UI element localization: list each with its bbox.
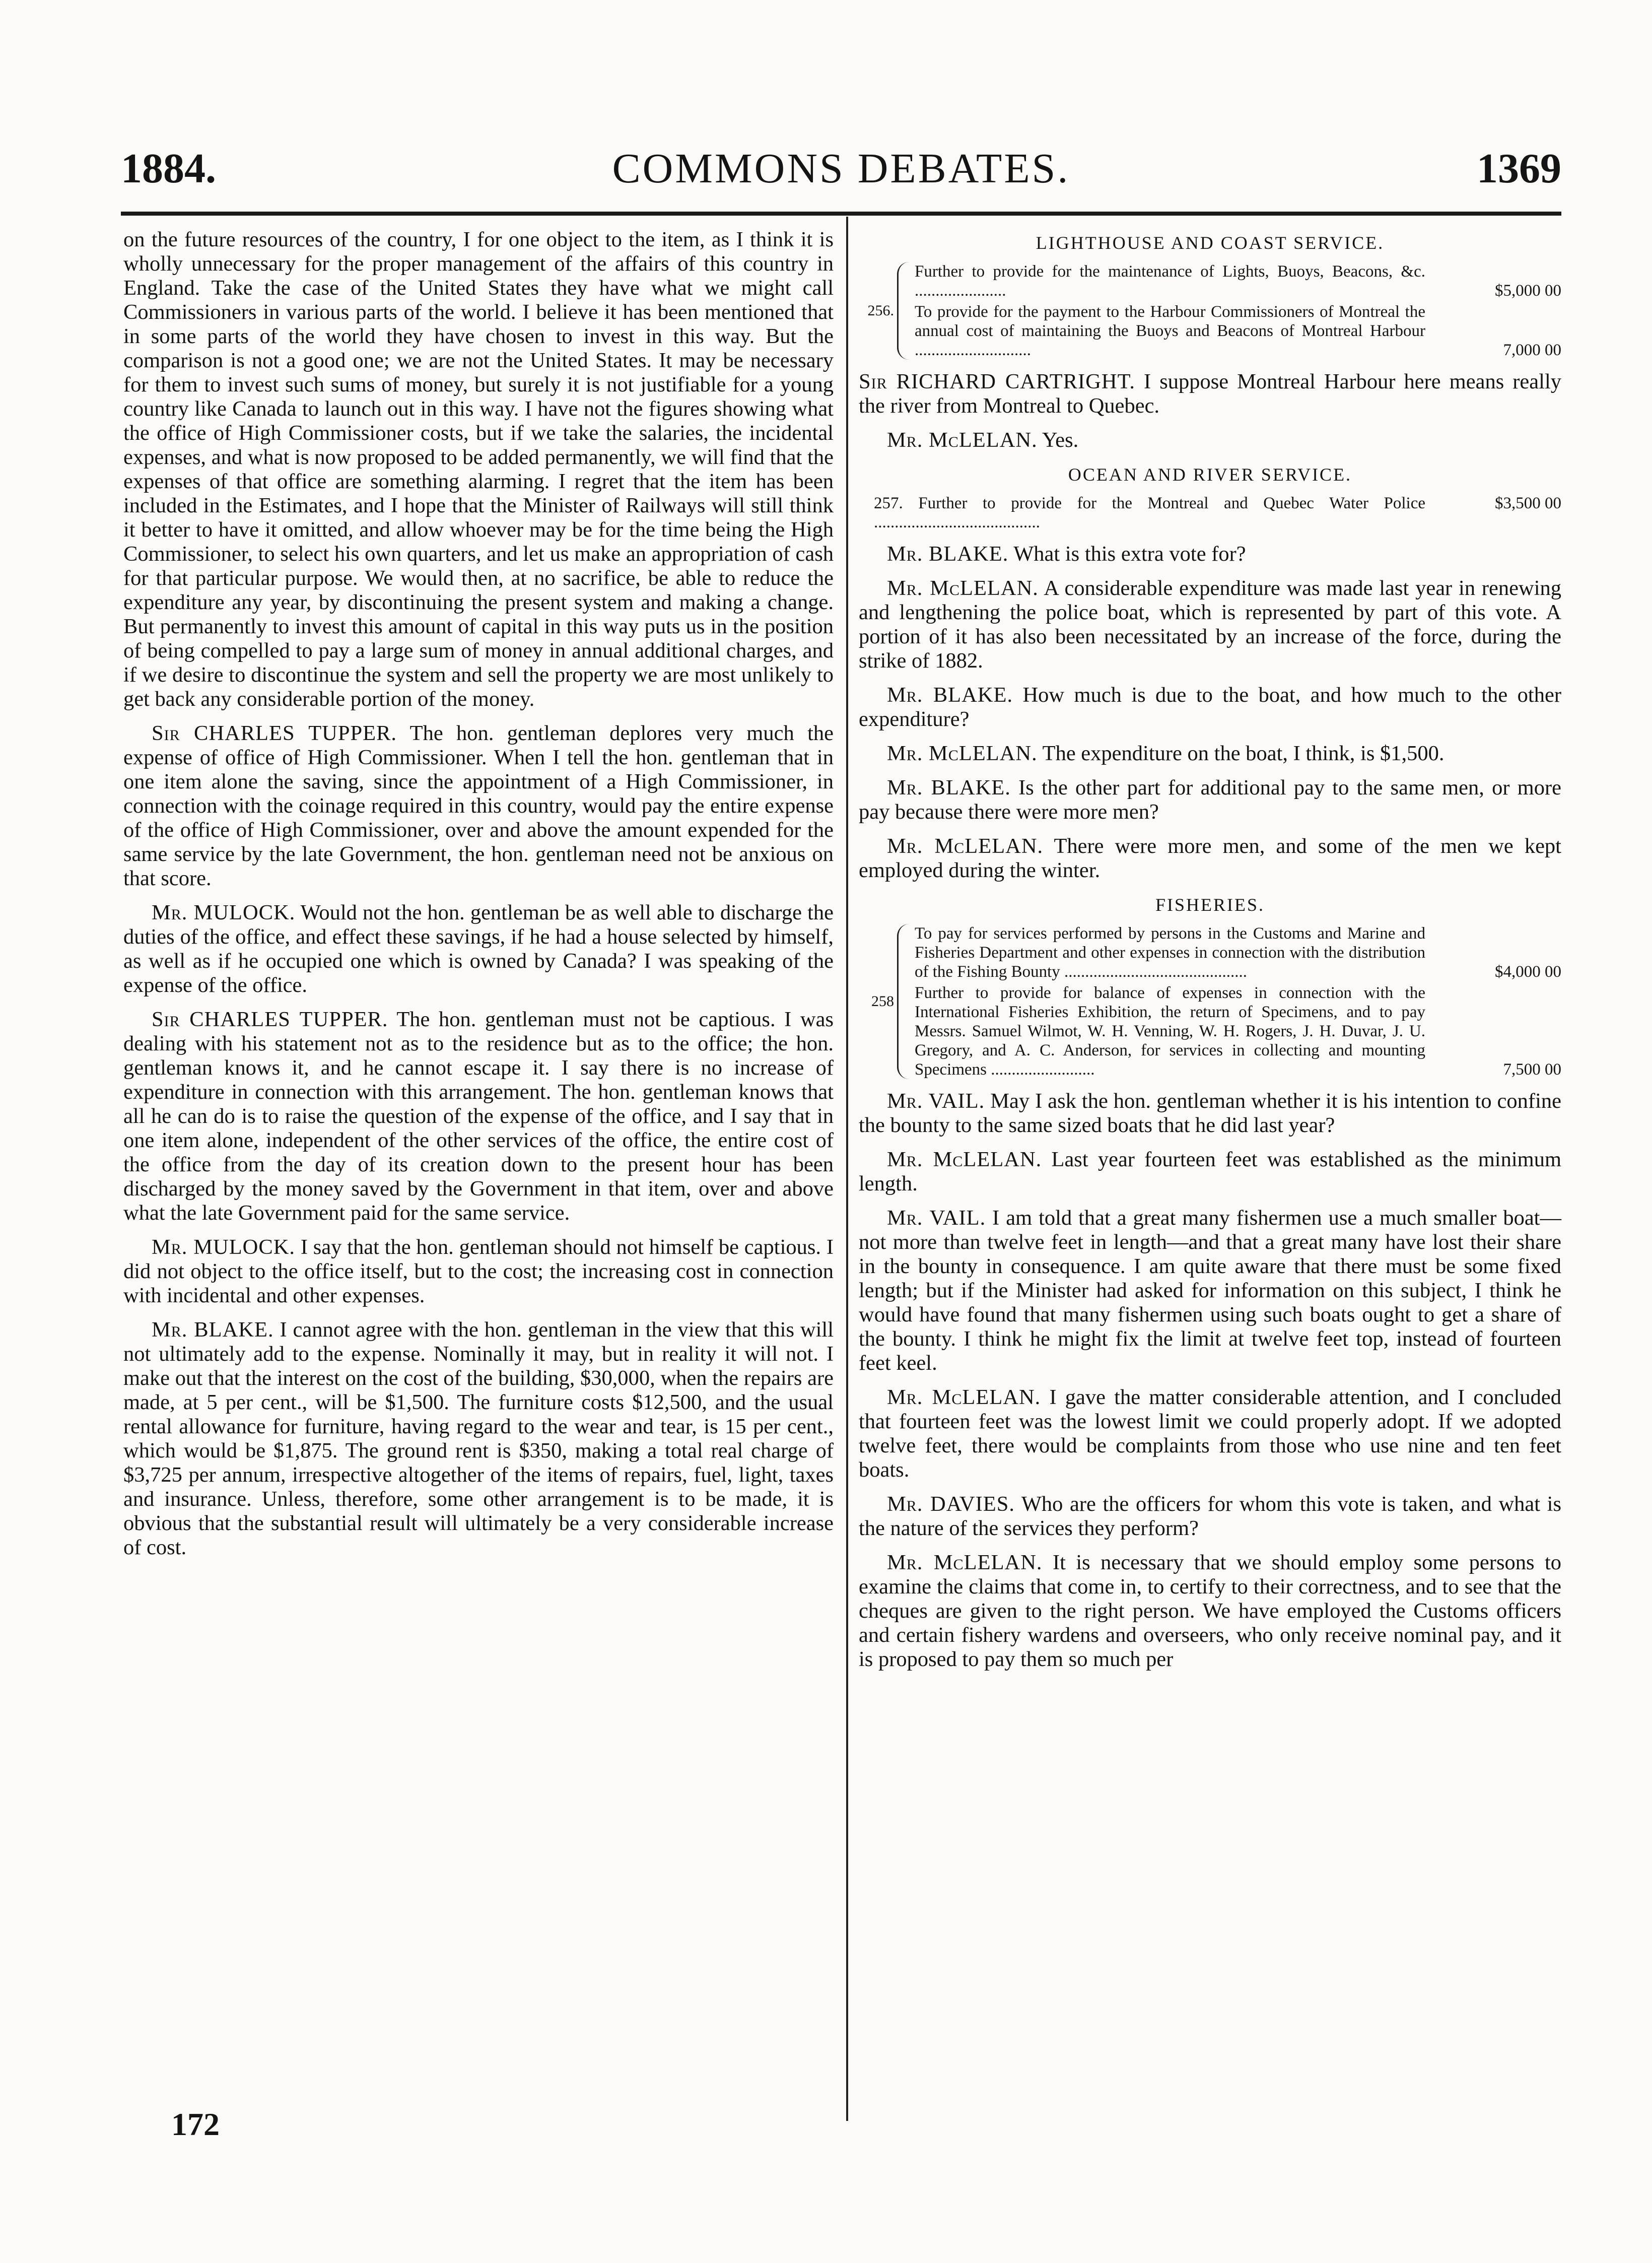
estimate-item-257 [874, 494, 1561, 532]
paragraph [859, 776, 1561, 824]
speaker-name: Mr. BLAKE. [887, 542, 1009, 566]
speaker-name: Mr. VAIL. [887, 1206, 986, 1230]
paragraph-text: The hon. gentleman deplores very much the expense of office of High Commissioner. When I tell the hon. gentleman that in one item alone the saving, since the appointment of a High Commissioner, in connection with the coinage required in this country, would pay the entire expense of the office of High Commissioner, over and above the amount expended for the same service by the late Government, the hon. gentleman need not be anxious on that score. [123, 721, 834, 890]
paragraph [859, 576, 1561, 673]
paragraph-text: Yes. [1042, 428, 1079, 452]
speaker-name: Mr. DAVIES. [887, 1492, 1015, 1516]
speaker-name: Mr. BLAKE. [887, 683, 1013, 707]
left-column [123, 228, 834, 1570]
speaker-name: Mr. McLELAN. [887, 742, 1038, 765]
paragraph-text: on the future resources of the country, I for one object to the item, as I think it is wholly unnecessary for the proper management of the affairs of this country in England. Take the case of the United States they have what we might call Commissioners in various parts of the world. I believe it has been mentioned that in some parts of the world they have chosen to invest in this way. But the comparison is not a good one; we are not the United States. It may be necessary for them to invest such sums of money, but surely it is not justifiable for a young country like Canada to launch out in this way. I have not the figures showing what the office of High Commissioner costs, but if we take the salaries, the incidental expenses, and what is now proposed to be added permanently, we will find that the expenses of that office are something alarming. I regret that the item has been included in the Estimates, and I hope that the Minister of Railways will still think it better to have it omitted, and allow whoever may be for the time being the High Commissioner, to select his own quarters, and let us make an appropriation of cash for that particular purpose. We would then, at no sacrifice, be able to reduce the expenditure any year, by discontinuing the present system and making a change. But permanently to invest this amount of capital in this way puts us in the position of being compelled to pay a large sum of money in annual additional charges, and if we desire to discontinue the system and sell the property we are most unlikely to get back any considerable portion of the money. [123, 228, 834, 711]
paragraph [123, 721, 834, 891]
speaker-name: Mr. MULOCK. [152, 901, 296, 924]
paragraph [859, 542, 1561, 566]
paragraph-text: Is the other part for additional pay to the same men, or more pay because there were more men? [859, 776, 1562, 824]
item-number: 258 [871, 993, 894, 1010]
entry-amount: 7,000 00 [1503, 341, 1561, 359]
speaker-name: Mr. McLELAN. [887, 834, 1044, 858]
speaker-name: Mr. McLELAN. [887, 1551, 1043, 1574]
brace [897, 262, 912, 360]
right-column [859, 228, 1561, 1682]
paragraph-text: Last year fourteen feet was established as the minimum length. [859, 1148, 1562, 1195]
paragraph-text: What is this extra vote for? [1013, 542, 1246, 566]
paragraph [859, 1089, 1561, 1138]
entry-description: Further to provide for the maintenance of Lights, Buoys, Beacons, &c. ...................... [915, 262, 1425, 300]
paragraph-text: I suppose Montreal Harbour here means really the river from Montreal to Quebec. [859, 370, 1561, 418]
paragraph-text: I am told that a great many fishermen use a much smaller boat—not more than twelve feet in length—and that a great many have lost their share in the bounty in consequence. I am quite aware that there must be some fixed length; but if the Minister had asked for information on this subject, I think he would have found that many fishermen using such boats ought to get a share of the bounty. I think he might fix the limit at twelve feet top, instead of fourteen feet keel. [859, 1206, 1561, 1375]
estimate-item-256 [859, 262, 1561, 360]
speaker-name: Mr. McLELAN. [887, 1385, 1041, 1409]
paragraph [859, 742, 1561, 766]
speaker-name: Mr. McLELAN. [887, 576, 1039, 600]
section-heading-lighthouse: LIGHTHOUSE AND COAST SERVICE. [1036, 233, 1385, 253]
speaker-name: Sir CHARLES TUPPER. [152, 1008, 388, 1031]
entry-amount: $5,000 00 [1495, 282, 1561, 300]
speaker-name: Mr. VAIL. [887, 1089, 985, 1113]
paragraph-text: It is necessary that we should employ some persons to examine the claims that come in, to certify to their correctness, and to see that the cheques are given to the right person. We have employed the Customs officers and certain fishery wardens and overseers, who only receive nominal pay, and it is proposed to pay them so much per [859, 1551, 1562, 1671]
item-number: 256. [867, 302, 894, 319]
estimate-entry [915, 302, 1561, 360]
signature-mark: 172 [171, 2106, 220, 2142]
paragraph [859, 834, 1561, 883]
paragraph-text: Who are the officers for whom this vote is taken, and what is the nature of the services they perform? [859, 1492, 1561, 1540]
header-year: 1884. [121, 145, 216, 192]
paragraph [123, 228, 834, 711]
section-heading-fisheries: FISHERIES. [1155, 895, 1265, 915]
paragraph-text: May I ask the hon. gentleman whether it is his intention to confine the bounty to the same sized boats that he did last year? [859, 1089, 1561, 1137]
entry-amount: $4,000 00 [1495, 963, 1561, 981]
speaker-name: Mr. MULOCK. [152, 1235, 296, 1259]
header-rule [121, 212, 1561, 216]
estimate-item-258 [859, 924, 1561, 1079]
brace [897, 924, 912, 1079]
paragraph [859, 1551, 1561, 1672]
entry-amount: 7,500 00 [1503, 1060, 1561, 1079]
header-page-number: 1369 [1477, 145, 1561, 192]
paragraph [859, 1385, 1561, 1482]
paragraph-text: I cannot agree with the hon. gentleman in the view that this will not ultimately add to the expense. Nominally it may, but in reality it will not. I make out that the interest on the cost of the building, $30,000, when the repairs are made, at 5 per cent., will be $1,500. The furniture costs $12,500, and the usual rental allowance for furniture, having regard to the wear and tear, is 15 per cent., which would be $1,875. The ground rent is $350, making a total real charge of $3,725 per annum, irrespective altogether of the items of repairs, fuel, light, taxes and insurance. Unless, therefore, some other arrangement is to be made, it is obvious that the substantial result will ultimately be a very considerable increase of cost. [123, 1318, 834, 1559]
speaker-name: Mr. McLELAN. [887, 1148, 1042, 1171]
paragraph [123, 1235, 834, 1308]
entry-amount: $3,500 00 [1495, 494, 1561, 512]
paragraph-text: I gave the matter considerable attention, and I concluded that fourteen feet was the lowest limit we could properly adopt. If we adopted twelve feet, there would be complaints from those who use nine and ten feet boats. [859, 1385, 1561, 1482]
paragraph-text: A considerable expenditure was made last year in renewing and lengthening the police boat, which is represented by part of this vote. A portion of it has also been necessitated by an increase of the force, during the strike of 1882. [859, 576, 1561, 673]
page-header [121, 144, 1561, 205]
estimate-entry [915, 983, 1561, 1079]
paragraph-text: How much is due to the boat, and how much to the other expenditure? [859, 683, 1561, 731]
paragraph [859, 1206, 1561, 1375]
paragraph-text: The expenditure on the boat, I think, is $1,500. [1042, 742, 1444, 765]
speaker-name: Mr. BLAKE. [887, 776, 1011, 800]
paragraph [859, 428, 1561, 452]
paragraph-text: There were more men, and some of the men we kept employed during the winter. [859, 834, 1561, 882]
paragraph [123, 1318, 834, 1560]
estimate-entry [915, 924, 1561, 981]
speaker-name: Sir CHARLES TUPPER. [152, 721, 397, 745]
paragraph [859, 1492, 1561, 1541]
speaker-name: Mr. BLAKE. [152, 1318, 274, 1342]
entry-description: 257. Further to provide for the Montreal and Quebec Water Police ........................................ [874, 494, 1425, 531]
paragraph [859, 683, 1561, 731]
paragraph [859, 1148, 1561, 1196]
paragraph-text: Would not the hon. gentleman be as well able to discharge the duties of the office, and effect these savings, if he had a house selected by himself, as well as if he occupied one which is owned by Canada? I was speaking of the expense of the office. [123, 901, 834, 997]
paragraph-text: The hon. gentleman must not be captious. I was dealing with his statement not as to the residence but as to the office; the hon. gentleman knows it, and he cannot escape it. I say there is no increase of expenditure in connection with this arrangement. The hon. gentleman knows that all he can do is to raise the question of the expense of the office, and I say that in one item alone, independent of the other services of the office, the entire cost of the office from the day of its creation down to the present hour has been discharged by the money saved by the Government in that item, over and above what the late Government paid for the same service. [123, 1008, 834, 1225]
speaker-name: Mr. McLELAN. [887, 428, 1038, 452]
paragraph [859, 370, 1561, 418]
paragraph [123, 901, 834, 997]
estimate-entry [915, 262, 1561, 300]
entry-description: To provide for the payment to the Harbour Commissioners of Montreal the annual cost of maintaining the Buoys and Beacons of Montreal Harbour ............................ [915, 303, 1425, 359]
paragraph-text: I say that the hon. gentleman should not himself be captious. I did not object to the office itself, but to the cost; the increasing cost in connection with incidental and other expenses. [123, 1235, 834, 1307]
speaker-name: Sir RICHARD CARTRIGHT. [859, 370, 1136, 393]
entry-description: Further to provide for balance of expenses in connection with the International Fisheries Exhibition, the return of Specimens, and to pay Messrs. Samuel Wilmot, W. H. Venning, W. H. Rogers, J. H. Duvar, J. U. Gregory, and A. C. Anderson, for services in collecting and mounting Specimens ......................... [915, 984, 1425, 1079]
column-divider [846, 217, 848, 2121]
paragraph [123, 1008, 834, 1225]
header-title: COMMONS DEBATES. [612, 145, 1070, 192]
section-heading-ocean: OCEAN AND RIVER SERVICE. [1068, 464, 1352, 485]
entry-description: To pay for services performed by persons in the Customs and Marine and Fisheries Department and other expenses in connection with the distribution of the Fishing Bounty ............................................ [915, 924, 1425, 981]
